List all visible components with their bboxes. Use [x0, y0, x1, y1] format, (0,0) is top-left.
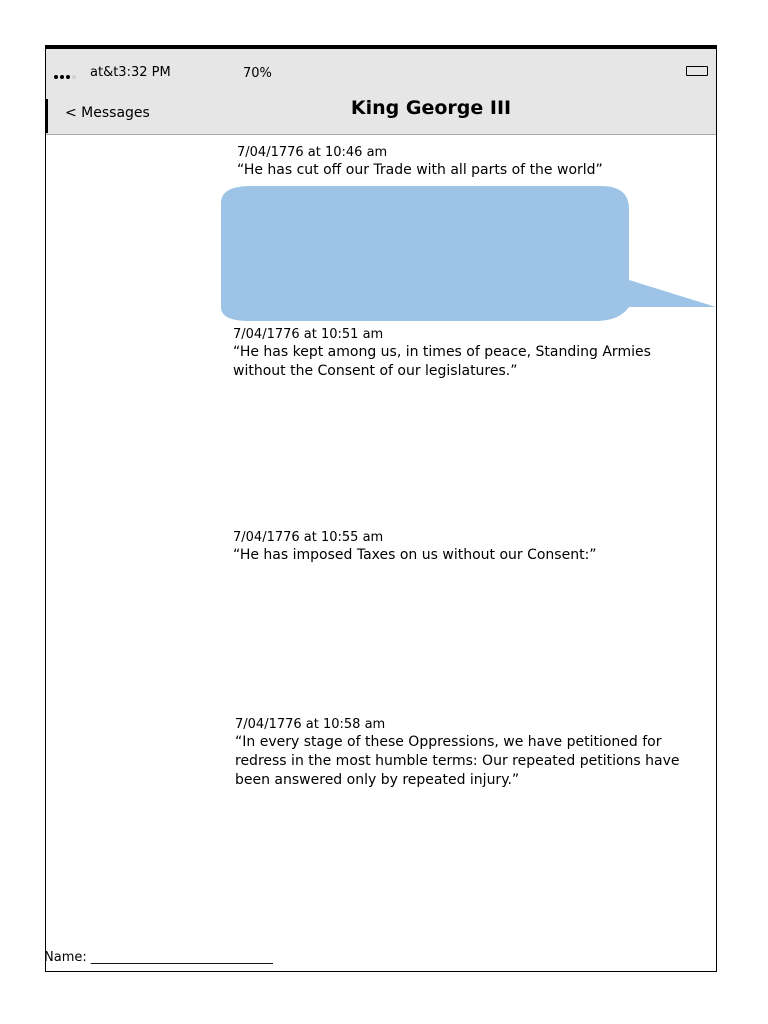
name-field-label: Name: ____________________________ — [44, 950, 273, 965]
nav-bar — [46, 93, 716, 133]
battery-icon — [686, 66, 708, 76]
signal-dots-icon — [54, 67, 78, 83]
reply-bubble-shape — [221, 186, 716, 321]
battery-percent: 70% — [243, 66, 272, 81]
status-bar — [46, 49, 716, 89]
message-text: “He has kept among us, in times of peace, Standing Armies without the Consent of our legislatures.” — [233, 344, 651, 379]
message-timestamp: 7/04/1776 at 10:51 am — [233, 327, 384, 342]
conversation-title: King George III — [350, 97, 512, 119]
message-timestamp: 7/04/1776 at 10:46 am — [237, 145, 388, 160]
message-text: “He has imposed Taxes on us without our Consent:” — [233, 547, 597, 563]
message-text: “In every stage of these Oppressions, we have petitioned for redress in the most humble terms: Our repeated petitions have been answered only by repeated injury.” — [235, 734, 680, 788]
message-timestamp: 7/04/1776 at 10:55 am — [233, 530, 384, 545]
reply-bubble[interactable] — [221, 185, 717, 325]
message-timestamp: 7/04/1776 at 10:58 am — [235, 717, 386, 732]
header — [46, 49, 716, 135]
back-button[interactable]: < Messages — [65, 105, 150, 121]
message-2 — [233, 326, 703, 381]
message-1 — [237, 144, 677, 180]
message-4 — [235, 716, 695, 790]
carrier-time: at&t3:32 PM — [90, 65, 171, 80]
phone-frame — [45, 45, 717, 972]
message-3 — [233, 529, 703, 565]
message-text: “He has cut off our Trade with all parts of the world” — [237, 162, 603, 178]
